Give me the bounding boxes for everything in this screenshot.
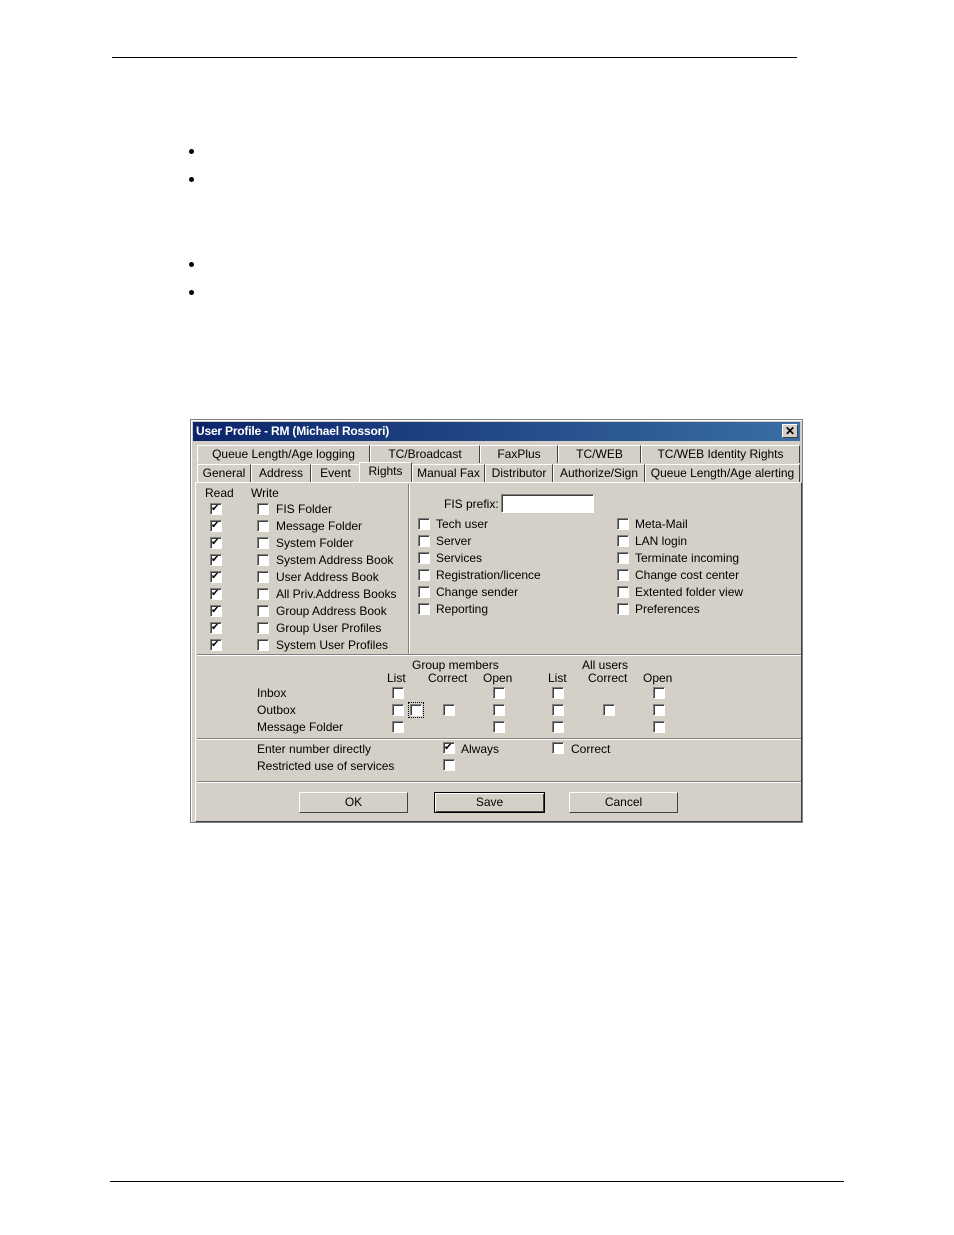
folder-label: System Address Book <box>276 553 394 567</box>
right-label: Terminate incoming <box>635 551 740 565</box>
right-label: Registration/licence <box>436 568 541 582</box>
folder-label: Message Folder <box>276 519 363 533</box>
tab-tc-broadcast[interactable]: TC/Broadcast <box>370 445 480 463</box>
write-checkbox[interactable] <box>257 605 269 617</box>
tab-faxplus[interactable]: FaxPlus <box>480 445 558 463</box>
folder-label: FIS Folder <box>276 502 333 516</box>
right-label: LAN login <box>635 534 688 548</box>
right-label: Tech user <box>436 517 489 531</box>
all-open-checkbox[interactable] <box>653 704 665 716</box>
title-bar[interactable] <box>193 422 800 441</box>
group-list-checkbox[interactable] <box>392 704 404 716</box>
always-label: Always <box>461 742 500 756</box>
divider-2 <box>197 738 801 740</box>
read-checkbox[interactable] <box>210 571 222 583</box>
cancel-button[interactable]: Cancel <box>569 792 678 813</box>
fis-prefix-label: FIS prefix: <box>444 497 499 511</box>
correct-checkbox[interactable] <box>552 742 564 754</box>
right-label: Preferences <box>635 602 700 616</box>
group-open-checkbox[interactable] <box>493 721 505 733</box>
right-label: Reporting <box>436 602 489 616</box>
all-correct-checkbox[interactable] <box>603 704 615 716</box>
right-checkbox[interactable] <box>617 586 629 598</box>
restricted-services-label: Restricted use of services <box>257 759 395 773</box>
group-list-header: List <box>387 671 406 685</box>
tab-general[interactable]: General <box>197 464 251 482</box>
write-checkbox[interactable] <box>257 571 269 583</box>
group-list-checkbox[interactable] <box>392 721 404 733</box>
restricted-services-checkbox[interactable] <box>443 759 455 771</box>
tab-tc-web[interactable]: TC/WEB <box>558 445 641 463</box>
divider-3 <box>197 781 801 783</box>
read-header: Read <box>205 486 234 500</box>
fis-prefix-input[interactable] <box>501 494 594 513</box>
divider-1 <box>197 654 801 656</box>
mailbox-row-label: Inbox <box>257 686 287 700</box>
write-header: Write <box>251 486 279 500</box>
tab-rights[interactable]: Rights <box>359 462 412 482</box>
correct-label: Correct <box>571 742 611 756</box>
bullet-3 <box>189 262 194 267</box>
right-checkbox[interactable] <box>418 535 430 547</box>
right-checkbox[interactable] <box>418 552 430 564</box>
all-open-checkbox[interactable] <box>653 687 665 699</box>
bullet-2 <box>189 177 194 182</box>
header-rule <box>112 57 797 58</box>
folder-label: User Address Book <box>276 570 379 584</box>
folder-label: All Priv.Address Books <box>276 587 397 601</box>
read-checkbox[interactable] <box>210 554 222 566</box>
folders-divider <box>408 484 410 654</box>
write-checkbox[interactable] <box>257 520 269 532</box>
focused-checkbox[interactable] <box>410 704 422 716</box>
footer-rule <box>110 1181 844 1182</box>
ok-button[interactable]: OK <box>299 792 408 813</box>
right-label: Server <box>436 534 472 548</box>
right-checkbox[interactable] <box>617 569 629 581</box>
dialog-title: User Profile - RM (Michael Rossori) <box>196 424 390 438</box>
right-checkbox[interactable] <box>617 535 629 547</box>
enter-number-label: Enter number directly <box>257 742 372 756</box>
write-checkbox[interactable] <box>257 588 269 600</box>
right-checkbox[interactable] <box>418 603 430 615</box>
mailbox-row-label: Message Folder <box>257 720 344 734</box>
tab-queue-length-alerting[interactable]: Queue Length/Age alerting <box>645 464 800 482</box>
always-checkbox[interactable] <box>443 742 455 754</box>
read-checkbox[interactable] <box>210 622 222 634</box>
mailbox-row-label: Outbox <box>257 703 296 717</box>
write-checkbox[interactable] <box>257 503 269 515</box>
tab-distributor[interactable]: Distributor <box>485 464 553 482</box>
folder-label: Group User Profiles <box>276 621 382 635</box>
group-correct-header: Correct <box>428 671 468 685</box>
read-checkbox[interactable] <box>210 588 222 600</box>
right-checkbox[interactable] <box>418 586 430 598</box>
save-button[interactable]: Save <box>434 792 545 813</box>
read-checkbox[interactable] <box>210 503 222 515</box>
read-checkbox[interactable] <box>210 537 222 549</box>
group-open-header: Open <box>483 671 513 685</box>
read-checkbox[interactable] <box>210 605 222 617</box>
tab-queue-length-logging[interactable]: Queue Length/Age logging <box>197 445 370 463</box>
all-users-header: All users <box>582 658 629 672</box>
folder-label: System User Profiles <box>276 638 389 652</box>
right-label: Extented folder view <box>635 585 744 599</box>
right-checkbox[interactable] <box>418 569 430 581</box>
group-correct-checkbox[interactable] <box>443 704 455 716</box>
group-list-checkbox[interactable] <box>392 687 404 699</box>
write-checkbox[interactable] <box>257 554 269 566</box>
tab-authorize-sign[interactable]: Authorize/Sign <box>553 464 645 482</box>
all-open-checkbox[interactable] <box>653 721 665 733</box>
right-checkbox[interactable] <box>617 552 629 564</box>
read-checkbox[interactable] <box>210 639 222 651</box>
folder-label: System Folder <box>276 536 354 550</box>
bullet-4 <box>189 290 194 295</box>
all-list-checkbox[interactable] <box>552 704 564 716</box>
group-open-checkbox[interactable] <box>493 687 505 699</box>
all-correct-header: Correct <box>588 671 628 685</box>
all-list-header: List <box>548 671 567 685</box>
right-checkbox[interactable] <box>418 518 430 530</box>
write-checkbox[interactable] <box>257 537 269 549</box>
tab-address[interactable]: Address <box>251 464 311 482</box>
write-checkbox[interactable] <box>257 639 269 651</box>
right-checkbox[interactable] <box>617 518 629 530</box>
folder-label: Group Address Book <box>276 604 387 618</box>
tab-tc-web-identity[interactable]: TC/WEB Identity Rights <box>641 445 800 463</box>
right-checkbox[interactable] <box>617 603 629 615</box>
tab-event[interactable]: Event <box>311 464 360 482</box>
close-icon[interactable]: ✕ <box>782 424 798 438</box>
right-label: Change cost center <box>635 568 740 582</box>
tab-manual-fax[interactable]: Manual Fax <box>412 464 485 482</box>
all-list-checkbox[interactable] <box>552 687 564 699</box>
write-checkbox[interactable] <box>257 622 269 634</box>
read-checkbox[interactable] <box>210 520 222 532</box>
group-members-header: Group members <box>412 658 499 672</box>
bullet-1 <box>189 149 194 154</box>
right-label: Services <box>436 551 483 565</box>
right-label: Meta-Mail <box>635 517 688 531</box>
all-open-header: Open <box>643 671 673 685</box>
right-label: Change sender <box>436 585 519 599</box>
group-open-checkbox[interactable] <box>493 704 505 716</box>
all-list-checkbox[interactable] <box>552 721 564 733</box>
